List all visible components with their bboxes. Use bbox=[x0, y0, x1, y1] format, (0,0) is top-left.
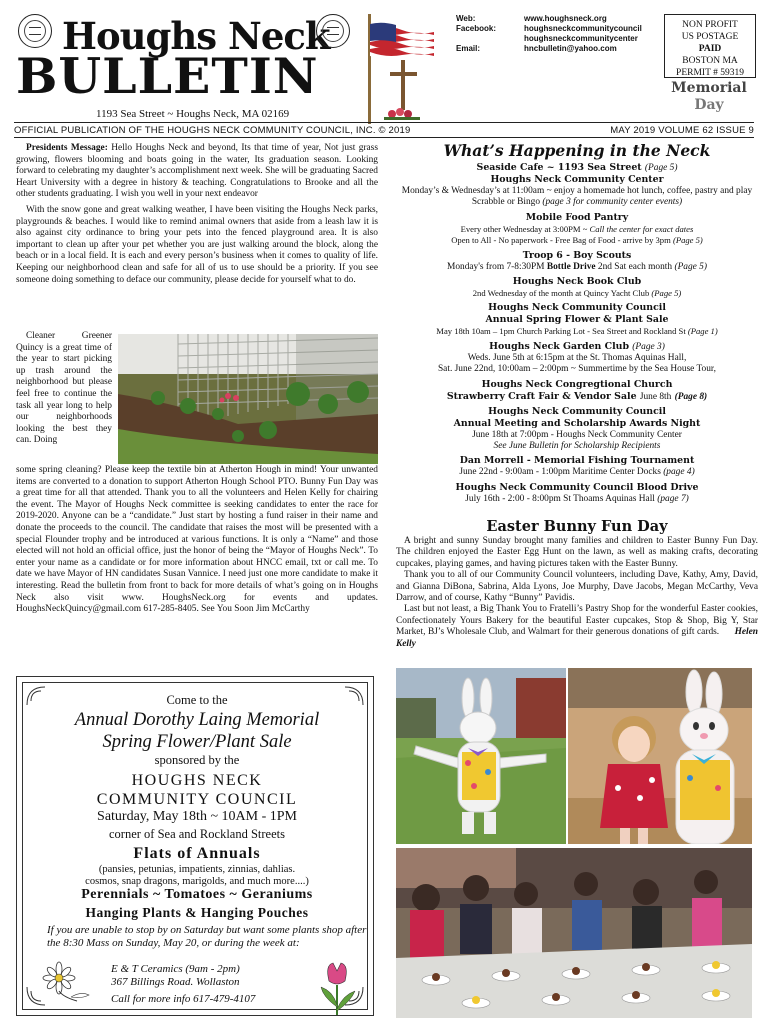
permit-line: US POSTAGE bbox=[681, 32, 739, 42]
event-name: Houghs Neck Garden Club bbox=[489, 340, 630, 352]
event-name: Annual Spring Flower & Plant Sale bbox=[485, 314, 669, 326]
event-text: July 16th - 2:00 - 8:00pm St Thoams Aquinas Hall bbox=[465, 493, 655, 504]
event-subtitle: Houghs Neck Community Center bbox=[490, 174, 664, 185]
event-detail: Sat. June 22nd, 10:00am – 2:00pm ~ Summertime by the Sea House Tour, bbox=[437, 364, 717, 375]
event-highlight: Bottle Drive bbox=[546, 261, 596, 272]
event-detail bbox=[396, 186, 758, 209]
tulip-icon bbox=[313, 957, 361, 1017]
flyer-organization bbox=[23, 771, 371, 809]
flyer-intro: Come to the bbox=[166, 693, 228, 707]
org-line1: HOUGHS NECK bbox=[131, 772, 263, 789]
page-ref: (Page 8) bbox=[674, 391, 708, 402]
event-text: Open to All - No paperwork - Free Bag of Food - arrive by 3pm bbox=[451, 235, 671, 246]
postage-permit-box bbox=[664, 14, 756, 78]
page-ref: (Page 5) bbox=[672, 235, 703, 246]
event-text: May 18th 10am – 1pm Church Parking Lot - Sea Street and Rockland St bbox=[436, 326, 686, 337]
event-detail bbox=[396, 224, 758, 235]
easter-heading: Easter Bunny Fun Day bbox=[486, 518, 668, 535]
flyer-flats: Flats of Annuals bbox=[133, 845, 261, 862]
memorial-word: Memorial bbox=[671, 80, 747, 96]
garden-photo bbox=[118, 334, 378, 464]
flyer-annuals-list bbox=[23, 864, 371, 888]
facebook-link-center[interactable]: houghsneckcommunitycenter bbox=[524, 34, 638, 43]
annuals-line1: (pansies, petunias, impatients, zinnias, dahlias. bbox=[98, 864, 296, 875]
annuals-line2: cosmos, snap dragons, marigolds, and much more....) bbox=[85, 876, 309, 887]
masthead-address: 1193 Sea Street ~ Houghs Neck, MA 02169 bbox=[96, 108, 290, 120]
paragraph: With the snow gone and great walking weather, I have been visiting the Houghs Neck parks, playgrounds & beaches. I would like to remind animal owners that aside from a leash law it is also against city ordinance to bring your pets into the fenced playground area. It is also important to clean up after your pet whether you are just walking around the block, along the beach or in a local field. It is each and every person’s business when it comes to quality of life. Keeping our neighborhood clean and safe for all of us to use should be a priority. If you see someone doing something to deface our community, please decide for yourself what to do. bbox=[16, 204, 378, 285]
event-text: June 22nd - 9:00am - 1:00pm Maritime Center Docks bbox=[459, 467, 661, 478]
divider bbox=[14, 137, 754, 138]
town-seal-icon bbox=[316, 14, 350, 48]
event-name: Annual Meeting and Scholarship Awards Night bbox=[453, 417, 701, 429]
page-ref: (Page 5) bbox=[674, 261, 707, 272]
memorial-day-banner bbox=[662, 80, 756, 114]
daisy-icon bbox=[37, 961, 97, 1003]
page-ref: (page 4) bbox=[663, 467, 695, 478]
facebook-link-council[interactable]: houghsneckcommunitycouncil bbox=[524, 24, 642, 33]
town-seal-icon bbox=[18, 14, 52, 48]
event-date: June 8th bbox=[639, 391, 672, 402]
signature: Helen Kelly bbox=[396, 627, 759, 649]
event-detail bbox=[396, 326, 758, 337]
issue-info: MAY 2019 VOLUME 62 ISSUE 9 bbox=[610, 125, 754, 136]
event-title: Houghs Neck Book Club bbox=[512, 276, 642, 288]
event-detail bbox=[396, 235, 758, 246]
event-text: Monday’s & Wednesday’s at 11:00am ~ enjoy a homemade hot lunch, coffee, pastry and play Scrabble or Bingo bbox=[401, 186, 753, 208]
email-link[interactable]: hncbulletin@yahoo.com bbox=[524, 44, 617, 53]
event-detail bbox=[396, 262, 758, 273]
plant-sale-flyer bbox=[16, 676, 374, 1016]
memorial-cross-icon bbox=[401, 60, 405, 110]
events-calendar bbox=[396, 142, 758, 505]
event-name: Houghs Neck Community Council bbox=[488, 302, 666, 314]
permit-line: PERMIT # 59319 bbox=[676, 68, 744, 78]
paragraph: Hello Houghs Neck and beyond, Its that time of year, Not just grass growing, flowers blooming and boats going in the water, Its graduation season. Looking forward to celebrating my daughter’s accomplishment next week. She will be graduating Sacred Heart University with a degree in history & teaching. Congratulations to Brooke and all the other students graduating. I wish you well in your next endeavor bbox=[16, 143, 378, 200]
email-label: Email: bbox=[456, 44, 481, 53]
official-publication: OFFICIAL PUBLICATION OF THE HOUGHS NECK COMMUNITY COUNCIL, INC. © 2019 bbox=[14, 125, 411, 136]
event-detail bbox=[396, 441, 758, 452]
events-heading: What’s Happening in the Neck bbox=[443, 141, 711, 160]
event-title bbox=[396, 302, 758, 326]
title-houghs-neck: Houghs Neck bbox=[62, 14, 330, 58]
ec-line3: Call for more info 617-479-4107 bbox=[111, 993, 256, 1005]
permit-line: PAID bbox=[698, 44, 722, 54]
web-link[interactable]: www.houghsneck.org bbox=[524, 14, 607, 23]
title-bulletin: BULLETIN bbox=[16, 47, 319, 105]
flowers-icon bbox=[372, 106, 432, 120]
event-text: Monday's from 7-8:30PM bbox=[446, 261, 545, 272]
permit-line: NON PROFIT bbox=[682, 20, 738, 30]
event-name: Houghs Neck Community Council bbox=[488, 405, 666, 417]
easter-article bbox=[396, 536, 758, 650]
presidents-message bbox=[16, 143, 378, 290]
paragraph-text: Last but not least, a Big Thank You to Fratelli’s Pastry Shop for the wonderful Easter cookies, Confectionately Yours Bakery for the beautiful Easter cupcakes, Stop & Shop, Big Y, Star Market, BJ’s Wholesale Club, and Walmart for their generous donations of gift cards. bbox=[396, 604, 758, 638]
event-title bbox=[396, 379, 758, 403]
american-flag-icon bbox=[370, 22, 434, 62]
event-name: Strawberry Craft Fair & Vendor Sale bbox=[446, 390, 637, 402]
flyer-title bbox=[23, 709, 371, 753]
page-ref: (Page 1) bbox=[687, 326, 718, 337]
event-detail bbox=[396, 288, 758, 299]
page-ref: (page 3 for community center events) bbox=[542, 197, 683, 208]
event-detail bbox=[396, 494, 758, 505]
contact-block bbox=[456, 14, 642, 54]
easter-bunny-photo bbox=[396, 668, 566, 844]
org-line2: COMMUNITY COUNCIL bbox=[96, 791, 298, 808]
event-text: 2nd Sat each month bbox=[597, 261, 673, 272]
paragraph bbox=[396, 604, 758, 650]
page-ref: (Page 5) bbox=[651, 288, 682, 299]
paragraph: some spring cleaning? Please keep the textile bin at Atherton Hough in mind! Your unwanted items are converted to a donation to support Atherton Hough School PTO. Bunny Fun Day was a great time for all that attended. Thank you to all the volunteers and Helen Kelly for chairing the event. The Mayor of Houghs Neck committee is seeking candidates to enter the race for 2019-2020. Anyone can be a “candidate.” Just start by hosting a fund raiser in their name and donate the proceeds to the council. The candidate that raises the most will be presented with a special Flounder trophy and be introduced at various functions. It is only a “Name” and those elected will not hold an official office, just the honor of being the “Mayor of Houghs Neck”. To enter your name as a candidate or for more information about HNCC email, txt or call me. To date we have Mayor of HN candidates Susan Vannice. I need just one more candidate to make it interesting. Read the bulletin from front to back for more details of what’s going on in Houghs Neck also visit www. HoughsNeck.org for events and updates. HoughsNeckQuincy@gmail.com 617-285-8405. See You Soon Jim McCarthy bbox=[16, 465, 378, 615]
flyer-alternate-location bbox=[111, 963, 255, 1006]
page-ref: (Page 3) bbox=[632, 341, 665, 352]
event-detail bbox=[396, 467, 758, 478]
event-note: See June Bulletin for Scholarship Recipients bbox=[493, 441, 661, 452]
presidents-message-lead: Presidents Message: bbox=[26, 143, 108, 153]
event-title bbox=[396, 406, 758, 430]
paragraph: Thank you to all of our Community Council volunteers, including Dave, Kathy, Amy, David, and Gianna DiBona, Sabrina, Alda Lyons, Joe Murphy, Dave Jacobs, Megan McCarthy, Veva Darrow, and of course, Kathy “Bunny” Pavidis. bbox=[396, 570, 758, 604]
event-title: Houghs Neck Community Council Blood Drive bbox=[455, 481, 699, 493]
event-text: Every other Wednesday at 3:00PM ~ bbox=[460, 223, 588, 234]
event-detail: Weds. June 5th at 6:15pm at the St. Thomas Aquinas Hall, bbox=[467, 352, 687, 363]
event-note: Call the center for exact dates bbox=[589, 223, 694, 234]
event-title bbox=[396, 162, 758, 174]
flyer-note: If you are unable to stop by on Saturday but want some plants shop after the 8:30 Mass on Sunday, May 20, or during the week at: bbox=[47, 924, 367, 949]
event-title: Mobile Food Pantry bbox=[525, 211, 629, 223]
facebook-label: Facebook: bbox=[456, 24, 497, 33]
masthead bbox=[0, 0, 770, 130]
event-title: Dan Morrell - Memorial Fishing Tournament bbox=[459, 455, 695, 467]
event-title: Troop 6 - Boy Scouts bbox=[522, 249, 632, 261]
flyer-title-line1: Annual Dorothy Laing Memorial bbox=[74, 710, 320, 730]
paragraph: Cleaner Greener Quincy is a great time of the year to start picking up trash around the neighborhood but please feel free to continue the task all year long to help our neighborhoods looking the best they can. Doing bbox=[16, 331, 112, 446]
flyer-hanging-plants: Hanging Plants & Hanging Pouches bbox=[85, 905, 309, 920]
ec-line1: E & T Ceramics (9am - 2pm) bbox=[111, 963, 240, 975]
crafts-table-photo bbox=[396, 848, 752, 1018]
web-label: Web: bbox=[456, 14, 476, 23]
page-ref: (Page 5) bbox=[644, 163, 678, 173]
day-word: Day bbox=[694, 97, 724, 113]
official-line bbox=[14, 125, 754, 136]
flyer-title-line2: Spring Flower/Plant Sale bbox=[102, 732, 292, 752]
divider bbox=[14, 122, 754, 123]
flyer-perennials: Perennials ~ Tomatoes ~ Geraniums bbox=[81, 887, 313, 902]
event-name: Seaside Cafe ~ 1193 Sea Street bbox=[476, 162, 642, 173]
flyer-sponsored: sponsored by the bbox=[154, 753, 240, 767]
event-detail: June 18th at 7:00pm - Houghs Neck Community Center bbox=[472, 429, 682, 440]
page-ref: (page 7) bbox=[657, 493, 689, 504]
flyer-date: Saturday, May 18th ~ 10AM - 1PM bbox=[97, 809, 297, 824]
event-text: 2nd Wednesday of the month at Quincy Yacht Club bbox=[472, 288, 650, 299]
event-title bbox=[396, 341, 758, 353]
flyer-location: corner of Sea and Rockland Streets bbox=[109, 827, 285, 841]
permit-line: BOSTON MA bbox=[682, 56, 738, 66]
event-name: Houghs Neck Congregtional Church bbox=[481, 378, 673, 390]
paragraph: A bright and sunny Sunday brought many families and children to Easter Bunny Fun Day. The children enjoyed the Easter Egg Hunt on the lawn, as well as making crafts, decorating cupcakes, playing games, and having pictures taken with the Easter Bunny. bbox=[396, 536, 758, 569]
ec-line2: 367 Billings Road. Wollaston bbox=[111, 976, 240, 988]
child-with-bunny-photo bbox=[568, 668, 752, 844]
